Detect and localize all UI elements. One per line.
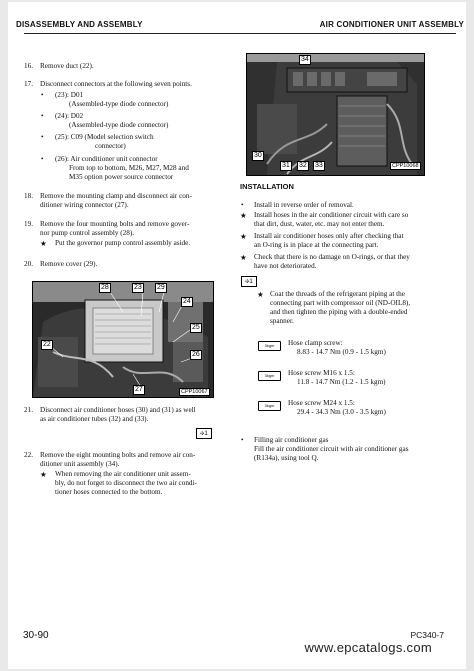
callout-label: 27 (135, 386, 143, 393)
star-mark: ★ (40, 239, 47, 248)
star-mark: ★ (257, 290, 264, 299)
star-mark: ★ (240, 232, 247, 241)
connector-item: (26): Air conditioner unit connector (55, 155, 158, 163)
callout-label: 33 (315, 162, 323, 169)
callout-label: 30 (254, 152, 262, 159)
list-bullet: • (41, 155, 44, 163)
torque-label: Hose screw M24 x 1.5: (288, 399, 355, 407)
coat-note: connecting part with compressor oil (ND-OIL8), (270, 299, 411, 307)
list-bullet: • (41, 133, 44, 141)
step-19-text: nor pump control assembly (28). (40, 229, 135, 237)
step-20-number: 20. (24, 260, 33, 268)
coat-note: and then tighten the piping with a double-ended (270, 308, 408, 316)
callout-label: 32 (299, 162, 307, 169)
reference-mark (241, 276, 257, 287)
callout-label: 23 (134, 284, 142, 291)
gas-text: Fill the air conditioner circuit with air conditioner gas (254, 445, 409, 453)
step-17-text: Disconnect connectors at the following seven points. (40, 80, 192, 88)
reference-number: 1 (249, 278, 253, 285)
list-bullet: • (41, 112, 44, 120)
cross-icon: ✣ (200, 431, 205, 437)
watermark-url: www.epcatalogs.com (304, 640, 432, 655)
list-bullet: • (241, 436, 244, 444)
page-number: 30-90 (23, 630, 49, 641)
photo-code: CPP10067 (181, 389, 208, 395)
torque-value: 11.8 - 14.7 Nm (1.2 - 1.5 kgm) (297, 378, 386, 386)
torque-wrench-icon: 3kgm (258, 401, 281, 411)
install-item: have not deteriorated. (254, 262, 317, 270)
reference-mark (196, 428, 212, 439)
torque-value: 8.83 - 14.7 Nm (0.9 - 1.5 kgm) (297, 348, 386, 356)
coat-note: Coat the threads of the refrigerant piping at the (270, 290, 405, 298)
step-19-note: Put the governor pump control assembly aside. (55, 239, 191, 247)
torque-wrench-icon: 3kgm (258, 371, 281, 381)
step-21-text: as air conditioner tubes (32) and (33). (40, 415, 149, 423)
page-header (16, 20, 464, 32)
install-item: an O-ring is in place at the connecting part. (254, 241, 379, 249)
step-19-number: 19. (24, 220, 33, 228)
install-item: Check that there is no damage on O-rings, or that they (254, 253, 410, 261)
step-20-text: Remove cover (29). (40, 260, 98, 268)
install-item: Install in reverse order of removal. (254, 201, 354, 209)
installation-heading: INSTALLATION (240, 182, 294, 191)
callout-label: 29 (157, 284, 165, 291)
connector-item: (24): D02 (55, 112, 84, 120)
callout-label: 34 (301, 56, 309, 63)
connector-item-detail: (Assembled-type diode connector) (69, 100, 169, 108)
step-21-number: 21. (24, 406, 33, 414)
step-22-note: When removing the air conditioner unit assem- (55, 470, 191, 478)
list-bullet: • (41, 91, 44, 99)
step-19-text: Remove the four mounting bolts and remove gover- (40, 220, 190, 228)
reference-number: 1 (204, 430, 208, 437)
step-18-number: 18. (24, 192, 33, 200)
section-title: DISASSEMBLY AND ASSEMBLY (16, 20, 143, 29)
step-22-note: tioner hoses connected to the bottom. (55, 488, 163, 496)
header-rule (24, 33, 456, 34)
photo-code: CPP10068 (392, 163, 419, 169)
step-22-number: 22. (24, 451, 33, 459)
photo-illustration (247, 54, 424, 175)
callout-label: 24 (183, 298, 191, 305)
connector-item: (25): C09 (Model selection switch (55, 133, 154, 141)
governor-pump-photo (32, 281, 214, 398)
step-22-text: Remove the eight mounting bolts and remove air con- (40, 451, 196, 459)
step-16-number: 16. (24, 62, 33, 70)
torque-value: 29.4 - 34.3 Nm (3.0 - 3.5 kgm) (297, 408, 386, 416)
step-22-text: ditioner unit assembly (34). (40, 460, 120, 468)
step-18-text: ditioner wiring connector (27). (40, 201, 129, 209)
topic-title: AIR CONDITIONER UNIT ASSEMBLY (319, 20, 464, 29)
step-17-number: 17. (24, 80, 33, 88)
step-21-text: Disconnect air conditioner hoses (30) and (31) as well (40, 406, 196, 414)
callout-label: 31 (282, 162, 290, 169)
list-bullet: • (241, 201, 244, 209)
gas-heading: Filling air conditioner gas (254, 436, 329, 444)
step-16-text: Remove duct (22). (40, 62, 94, 70)
step-22-note: bly, do not forget to disconnect the two air condi- (55, 479, 197, 487)
torque-label: Hose clamp screw: (288, 339, 343, 347)
connector-item-detail: From top to bottom, M26, M27, M28 and (69, 164, 189, 172)
cross-icon: ✣ (245, 279, 250, 285)
gas-text: (R134a), using tool Q. (254, 454, 319, 462)
connector-item-detail: M35 option power source connector (69, 173, 174, 181)
star-mark: ★ (40, 470, 47, 479)
callout-label: 22 (43, 341, 51, 348)
connector-item: (23): D01 (55, 91, 84, 99)
install-item: Install air conditioner hoses only after checking that (254, 232, 404, 240)
torque-wrench-icon: 3kgm (258, 341, 281, 351)
callout-label: 26 (192, 351, 200, 358)
install-item: that dirt, dust, water, etc. may not enter them. (254, 220, 385, 228)
star-mark: ★ (240, 253, 247, 262)
step-18-text: Remove the mounting clamp and disconnect air con- (40, 192, 192, 200)
torque-label: Hose screw M16 x 1.5: (288, 369, 355, 377)
model-number: PC340-7 (410, 630, 444, 640)
ac-unit-photo (246, 53, 425, 176)
connector-item-detail: (Assembled-type diode connector) (69, 121, 169, 129)
star-mark: ★ (240, 211, 247, 220)
callout-label: 25 (192, 324, 200, 331)
install-item: Install hoses in the air conditioner circuit with care so (254, 211, 409, 219)
callout-label: 28 (101, 284, 109, 291)
coat-note: spanner. (270, 317, 294, 325)
connector-item-detail: connector) (95, 142, 126, 150)
